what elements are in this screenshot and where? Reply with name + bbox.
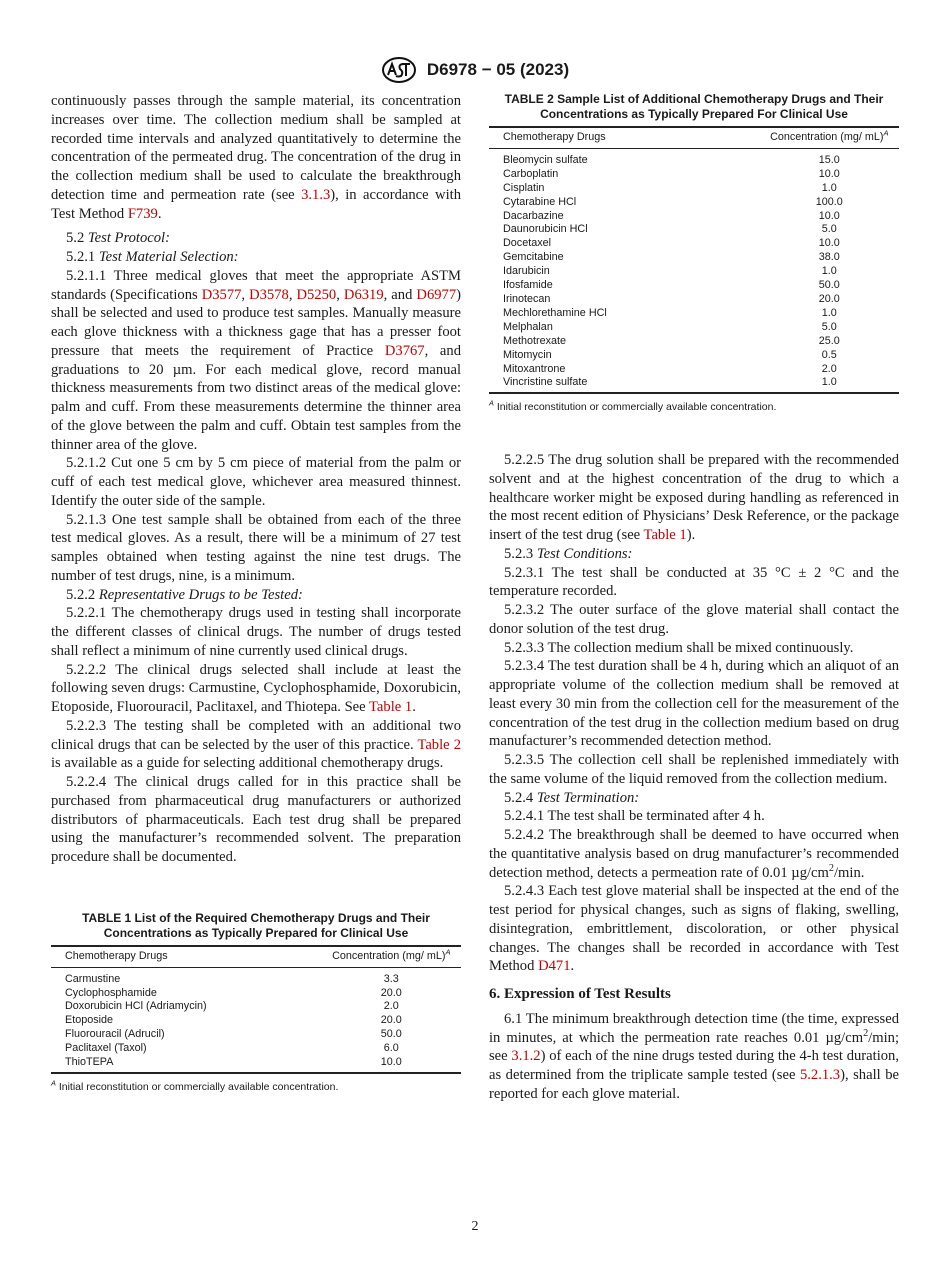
- concentration-cell: 50.0: [380, 1028, 402, 1041]
- table-row: [489, 237, 899, 251]
- table-row: [51, 1042, 461, 1056]
- table-row: [489, 335, 899, 349]
- concentration-cell: 6.0: [383, 1042, 399, 1055]
- table-row: [51, 1014, 461, 1028]
- drug-name-cell: Cyclophosphamide: [65, 986, 157, 999]
- astm-logo-icon: [381, 56, 417, 84]
- ref-d471[interactable]: D471: [538, 958, 571, 975]
- paragraph-5-2-1-2: 5.2.1.2 Cut one 5 cm by 5 cm piece of material from the palm or cuff of each test medical glove, whichever area measured thinnest. Identify the outer side of the sample.: [51, 455, 461, 509]
- concentration-cell: 20.0: [380, 1014, 402, 1027]
- section-5-2-3-heading: 5.2.3 Test Conditions:: [504, 545, 633, 562]
- table-1-title: TABLE 1 List of the Required Chemotherapy Drugs and Their Concentrations as Typically Prepared for Clinical Use: [82, 910, 430, 940]
- paragraph-5-2-3-3: 5.2.3.3 The collection medium shall be mixed continuously.: [504, 639, 854, 656]
- table-row: [489, 210, 899, 224]
- concentration-cell: 2.0: [383, 1000, 399, 1013]
- table-row: [489, 251, 899, 265]
- table-row: [51, 1028, 461, 1042]
- concentration-cell: 38.0: [818, 251, 840, 264]
- drug-name-cell: Bleomycin sulfate: [503, 153, 588, 166]
- table-2-title: TABLE 2 Sample List of Additional Chemotherapy Drugs and Their Concentrations as Typically Prepared For Clinical Use: [504, 92, 884, 121]
- concentration-cell: 5.0: [821, 320, 837, 333]
- page-number: 2: [471, 1219, 479, 1234]
- paragraph-5-2-3-4: 5.2.3.4 The test duration shall be 4 h, during which an aliquot of an appropriate volume of the collection medium shall be removed at least every 30 min from the collection cell for the measurement of the concentration of the test drug in the collection medium based on drug manufacturer’s recommended detection method.: [489, 658, 899, 750]
- paragraph-5-2-2-1: 5.2.2.1 The chemotherapy drugs used in testing shall incorporate the different classes of clinical drugs. The number of drugs tested shall reflect a minimum of nine currently used clinical drugs.: [51, 605, 461, 659]
- paragraph-5-2-2-5: 5.2.2.5 The drug solution shall be prepared with the recommended solvent and at the highest concentration of the drug to which a healthcare worker might be exposed during handling as referenced in the most recent edition of Physicians’ Desk Reference, or the package insert of the test drug (see Table 1).: [489, 452, 899, 544]
- paragraph-6-1: 6.1 The minimum breakthrough detection time (the time, expressed in minutes, at which the permeation rate reaches 0.01 $\mu g/cm^2/\min$; see 3.1.2) of each of the nine drugs tested during the 4-h test duration, as determined from the triplicate sample tested (see 5.2.1.3), shall be reported for each glove material.: [489, 1010, 899, 1102]
- drug-name-cell: Carmustine: [65, 972, 121, 985]
- table-2: [489, 92, 899, 417]
- section-5-2-1-heading: 5.2.1 Test Material Selection:: [66, 249, 239, 265]
- drug-name-cell: Etoposide: [65, 1014, 114, 1027]
- table-1-grid: [51, 945, 461, 1074]
- section-6-heading: 6. Expression of Test Results: [489, 986, 671, 1003]
- ref-d6319[interactable]: D6319: [343, 286, 384, 303]
- table-row: [489, 307, 899, 321]
- paragraph-5-2-3-1: 5.2.3.1 The test shall be conducted at 35 °C ± 2 °C and the temperature recorded.: [489, 564, 899, 600]
- paragraph-5-2-3-2: 5.2.3.2 The outer surface of the glove material shall contact the donor solution of the test drug.: [489, 602, 899, 637]
- ref-d3577[interactable]: D3577: [201, 286, 242, 303]
- section-5-2-2-heading: 5.2.2 Representative Drugs to be Tested:: [66, 586, 303, 603]
- concentration-cell: 10.0: [818, 209, 840, 222]
- table-row: [489, 293, 899, 307]
- paragraph-5-2-4-3: 5.2.4.3 Each test glove material shall be inspected at the end of the test period for physical changes, such as signs of flaking, swelling, disintegration, embrittlement, discoloration, or other physical changes. The changes shall be recorded in accordance with Test Method D471.: [489, 883, 899, 975]
- ref-table-2[interactable]: Table 2: [417, 736, 461, 753]
- concentration-cell: 1.0: [821, 306, 837, 319]
- ref-table-1[interactable]: Table 1: [369, 699, 413, 715]
- concentration-cell: 3.3: [383, 972, 399, 985]
- left-column: [51, 92, 461, 1097]
- ref-3-1-2[interactable]: 3.1.2: [511, 1048, 541, 1065]
- concentration-cell: 10.0: [818, 167, 840, 180]
- concentration-cell: 10.0: [818, 237, 840, 250]
- concentration-cell: 25.0: [818, 334, 840, 347]
- table-row: [51, 1000, 461, 1014]
- ref-d5250[interactable]: D5250: [296, 286, 337, 303]
- drug-name-cell: Paclitaxel (Taxol): [65, 1042, 147, 1055]
- table-2-col-concentration: Concentration (mg/ mL)$^A$: [760, 127, 899, 148]
- table-row: [489, 265, 899, 279]
- ref-f739[interactable]: F739: [127, 205, 158, 222]
- drug-name-cell: Docetaxel: [503, 237, 552, 250]
- drug-name-cell: Methotrexate: [503, 334, 567, 347]
- drug-name-cell: Daunorubicin HCl: [503, 223, 588, 236]
- drug-name-cell: Ifosfamide: [503, 279, 553, 292]
- ref-5-2-1-3[interactable]: 5.2.1.3: [799, 1067, 841, 1084]
- page-header: [0, 56, 950, 84]
- concentration-cell: 10.0: [322, 1056, 461, 1073]
- paragraph-5-2-1-1: 5.2.1.1 Three medical gloves that meet the appropriate ASTM standards (Specifications D3577, D3578, D5250, D6319, and D6977) shall be selected and used to produce test samples. Manually measure each glove thickness with a thickness gage that has a presser foot pressure that meets the requirement of Practice D3767, and graduations to 20 µm. For each medical glove, record manual thickness measurements from two distinct areas of the medical glove: palm and cuff. From these measurements determine the thinner area of the glove between the palm and cuff. Obtain test samples from the thinner area of the glove.: [51, 267, 462, 453]
- concentration-cell: 2.0: [821, 362, 837, 375]
- table-row: [51, 1056, 461, 1073]
- paragraph-5-2-1-3: 5.2.1.3 One test sample shall be obtained from each of the three test medical gloves. As a result, there will be a minimum of 27 test samples obtained when testing against the nine test drugs. The number of test drugs, nine, is a minimum.: [51, 511, 461, 584]
- drug-name-cell: Idarubicin: [503, 265, 550, 278]
- ref-d6977[interactable]: D6977: [416, 286, 457, 303]
- drug-name-cell: Mechlorethamine HCl: [503, 306, 607, 319]
- ref-d3578[interactable]: D3578: [249, 286, 289, 303]
- drug-name-cell: ThioTEPA: [51, 1056, 322, 1073]
- table-1-col-drugs: Chemotherapy Drugs: [51, 946, 322, 967]
- paragraph-5-2-3-5: 5.2.3.5 The collection cell shall be replenished immediately with the same volume of the liquid removed from the collection medium.: [489, 752, 899, 787]
- ref-d3767[interactable]: D3767: [384, 342, 425, 359]
- concentration-cell: 1.0: [821, 265, 837, 278]
- concentration-cell: 5.0: [821, 223, 837, 236]
- drug-name-cell: Cytarabine HCl: [503, 195, 577, 208]
- table-row: [489, 321, 899, 335]
- table-1-col-concentration: Concentration (mg/ mL)$^A$: [322, 946, 461, 967]
- ref-3-1-3[interactable]: 3.1.3: [301, 186, 331, 203]
- drug-name-cell: Cisplatin: [503, 181, 545, 194]
- concentration-cell: 1.0: [821, 181, 837, 194]
- table-2-grid: [489, 126, 899, 394]
- table-row: [489, 349, 899, 363]
- drug-name-cell: Mitomycin: [503, 348, 552, 361]
- concentration-cell: 100.0: [815, 195, 843, 208]
- paragraph-5-2-2-3: 5.2.2.3 The testing shall be completed with an additional two clinical drugs that can be selected by the user of this practice. Table 2 is available as a guide for selecting additional chemotherapy drugs.: [51, 717, 461, 772]
- table-row: [51, 987, 461, 1001]
- table-1: [51, 911, 461, 1097]
- drug-name-cell: Fluorouracil (Adrucil): [65, 1028, 165, 1041]
- paragraph-5-2-2-4: 5.2.2.4 The clinical drugs called for in this practice shall be purchased from pharmaceutical drug manufacturers or authorized distributors of pharmaceuticals. Each test drug shall be prepared using the manufacturer’s recommended solvent. The preparation procedure shall be documented.: [51, 774, 461, 865]
- drug-name-cell: Gemcitabine: [503, 251, 564, 264]
- drug-name-cell: Carboplatin: [503, 167, 559, 180]
- table-row: [489, 196, 899, 210]
- section-5-2-heading: 5.2 Test Protocol:: [66, 230, 170, 247]
- table-1-footnote: $^A$ Initial reconstitution or commercially available concentration.: [51, 1078, 339, 1093]
- concentration-cell: 0.5: [821, 348, 837, 361]
- table-row: [489, 279, 899, 293]
- drug-name-cell: Dacarbazine: [503, 209, 564, 222]
- concentration-cell: 20.0: [380, 986, 402, 999]
- table-row: [51, 967, 461, 986]
- concentration-cell: 50.0: [818, 279, 840, 292]
- drug-name-cell: Irinotecan: [503, 292, 551, 305]
- right-column: [489, 92, 899, 1104]
- concentration-cell: 20.0: [818, 292, 840, 305]
- table-row: [489, 182, 899, 196]
- table-row: [489, 223, 899, 237]
- paragraph-5-2-2-2: 5.2.2.2 The clinical drugs selected shall include at least the following seven drugs: Carmustine, Cyclophosphamide, Doxorubicin, Etoposide, Fluorouracil, Paclitaxel, and Thiotepa. See Table 1.: [51, 661, 461, 715]
- paragraph-intro: continuously passes through the sample material, its concentration increases over time. The collection medium shall be sampled at recorded time intervals and analyzed quantitatively to determine the concentration of the permeated drug. The concentration of the drug in the collection medium shall be used to calculate the breakthrough detection time and permeation rate (see 3.1.3), in accordance with Test Method F739.: [51, 93, 461, 222]
- table-row: [489, 168, 899, 182]
- table-row: [489, 148, 899, 167]
- standard-designation: D6978 − 05 (2023): [426, 60, 570, 79]
- table-row: [489, 376, 899, 393]
- paragraph-5-2-4-2: 5.2.4.2 The breakthrough shall be deemed to have occurred when the quantitative analysis based on drug manufacturer’s recommended detection method, detects a permeation rate of 0.01 $\mu g/cm^2/\min$.: [489, 827, 899, 881]
- table-2-footnote: $^A$ Initial reconstitution or commercially available concentration.: [489, 398, 777, 414]
- table-row: [489, 363, 899, 377]
- table-2-col-drugs: Chemotherapy Drugs: [489, 127, 760, 148]
- paragraph-5-2-4-1: 5.2.4.1 The test shall be terminated after 4 h.: [504, 808, 765, 825]
- concentration-cell: 15.0: [818, 153, 840, 166]
- section-5-2-4-heading: 5.2.4 Test Termination:: [504, 789, 640, 806]
- drug-name-cell: Vincristine sulfate: [489, 376, 760, 393]
- ref-table-1-b[interactable]: Table 1: [643, 527, 687, 544]
- drug-name-cell: Doxorubicin HCl (Adriamycin): [65, 1000, 207, 1013]
- drug-name-cell: Mitoxantrone: [503, 362, 566, 375]
- concentration-cell: 1.0: [760, 376, 899, 393]
- drug-name-cell: Melphalan: [503, 320, 553, 333]
